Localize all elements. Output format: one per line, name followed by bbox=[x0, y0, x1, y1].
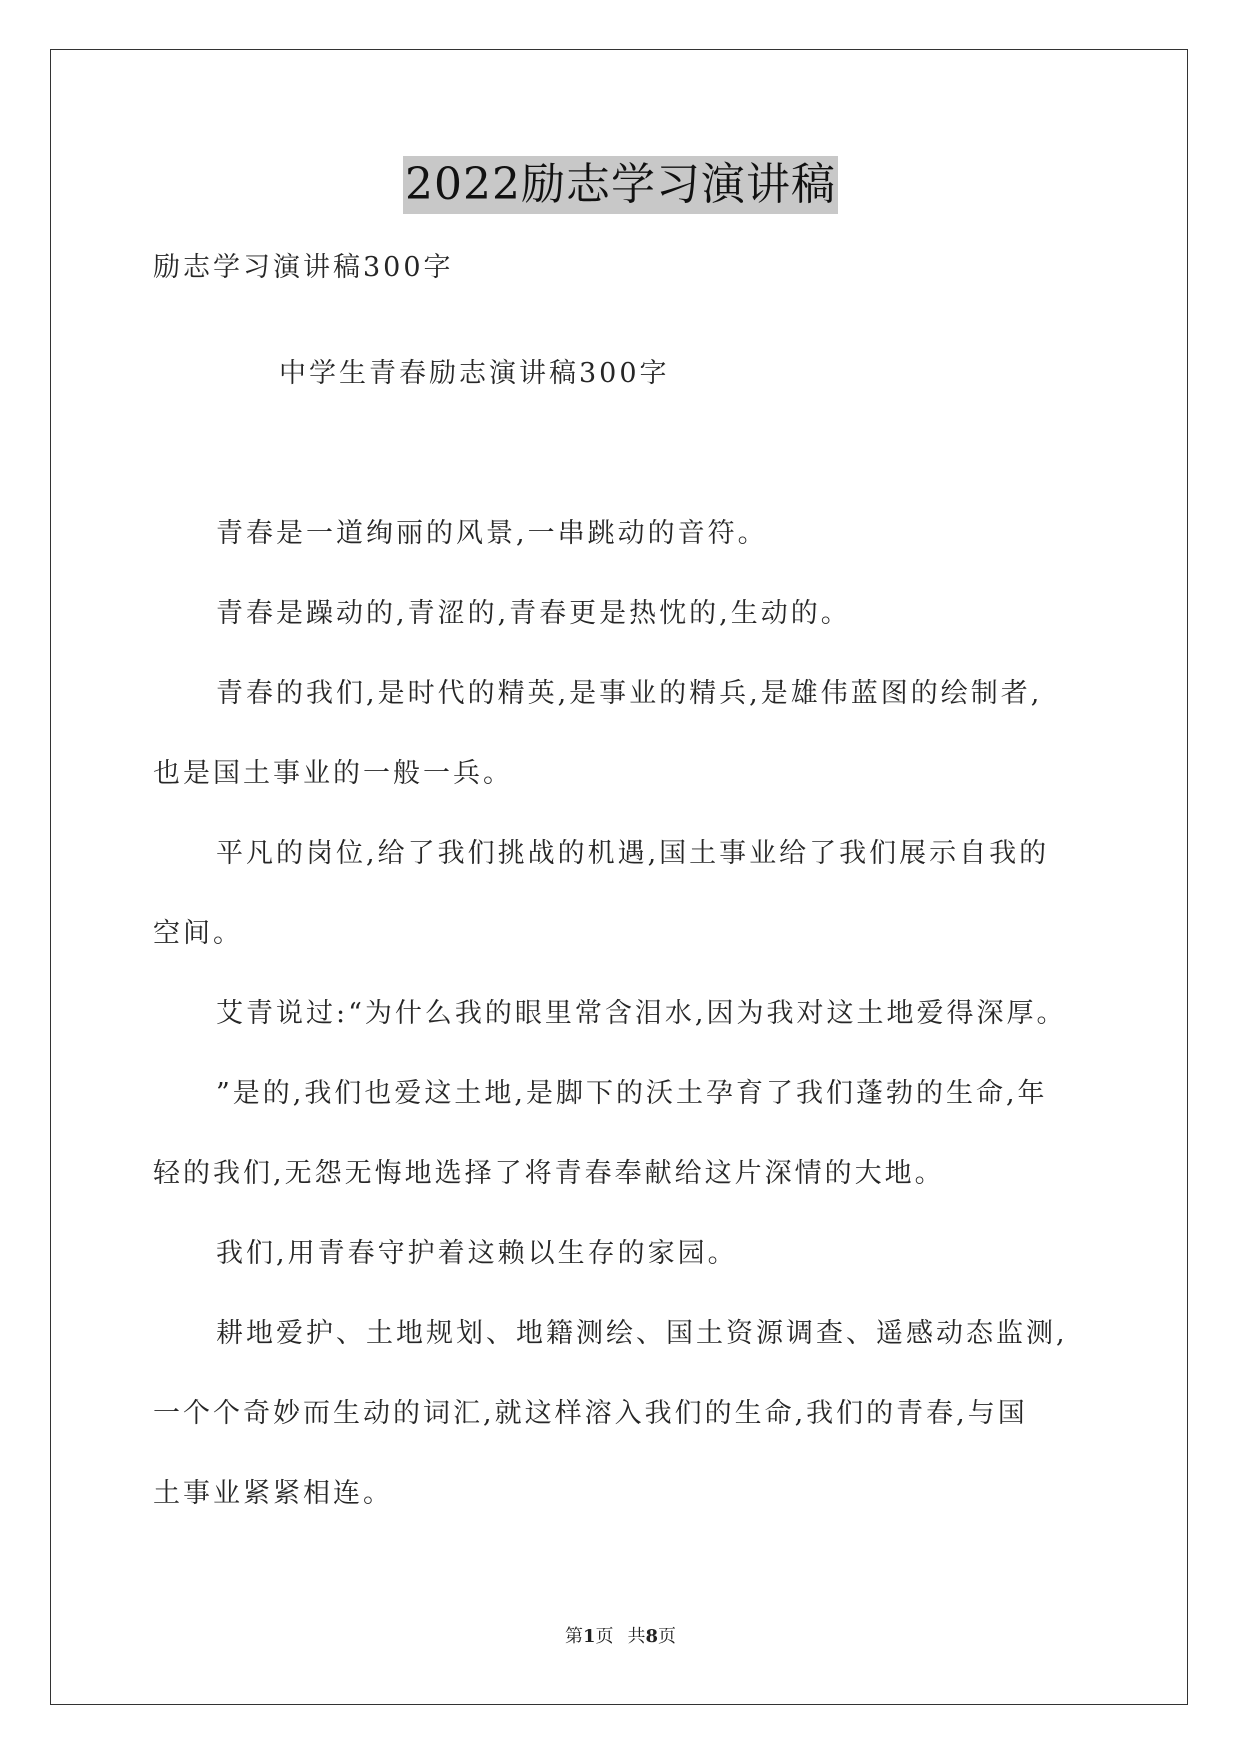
page-prefix: 第 bbox=[564, 1626, 583, 1647]
text-line: 平凡的岗位,给了我们挑战的机遇,国土事业给了我们展示自我的 bbox=[216, 838, 1050, 869]
section-heading: 中学生青春励志演讲稿300字 bbox=[279, 358, 670, 389]
text-line: 我们,用青春守护着这赖以生存的家园。 bbox=[216, 1238, 738, 1269]
total-suffix: 页 bbox=[658, 1626, 677, 1647]
total-pages: 8 bbox=[645, 1626, 659, 1647]
text-line: 青春是躁动的,青涩的,青春更是热忱的,生动的。 bbox=[216, 598, 851, 629]
text-line: 空间。 bbox=[153, 918, 243, 949]
page-border bbox=[50, 49, 1188, 1705]
text-line: 艾青说过:“为什么我的眼里常含泪水,因为我对这土地爱得深厚。 bbox=[216, 998, 1067, 1029]
total-prefix: 共 bbox=[627, 1626, 646, 1647]
page-footer bbox=[0, 1625, 1241, 1649]
text-line: 也是国土事业的一般一兵。 bbox=[153, 758, 513, 789]
text-line: 土事业紧紧相连。 bbox=[153, 1478, 393, 1509]
page-number: 1 bbox=[582, 1626, 596, 1647]
text-line: ”是的,我们也爱这土地,是脚下的沃土孕育了我们蓬勃的生命,年 bbox=[216, 1078, 1048, 1109]
title-container bbox=[0, 156, 1241, 214]
subtitle: 励志学习演讲稿300字 bbox=[153, 252, 454, 283]
text-line: 一个个奇妙而生动的词汇,就这样溶入我们的生命,我们的青春,与国 bbox=[153, 1398, 1028, 1429]
text-line: 青春的我们,是时代的精英,是事业的精兵,是雄伟蓝图的绘制者, bbox=[216, 678, 1043, 709]
document-title: 2022励志学习演讲稿 bbox=[403, 156, 838, 214]
text-line: 轻的我们,无怨无悔地选择了将青春奉献给这片深情的大地。 bbox=[153, 1158, 945, 1189]
page-suffix: 页 bbox=[595, 1626, 614, 1647]
text-line: 青春是一道绚丽的风景,一串跳动的音符。 bbox=[216, 518, 768, 549]
text-line: 耕地爱护、土地规划、地籍测绘、国土资源调查、遥感动态监测, bbox=[216, 1318, 1068, 1349]
